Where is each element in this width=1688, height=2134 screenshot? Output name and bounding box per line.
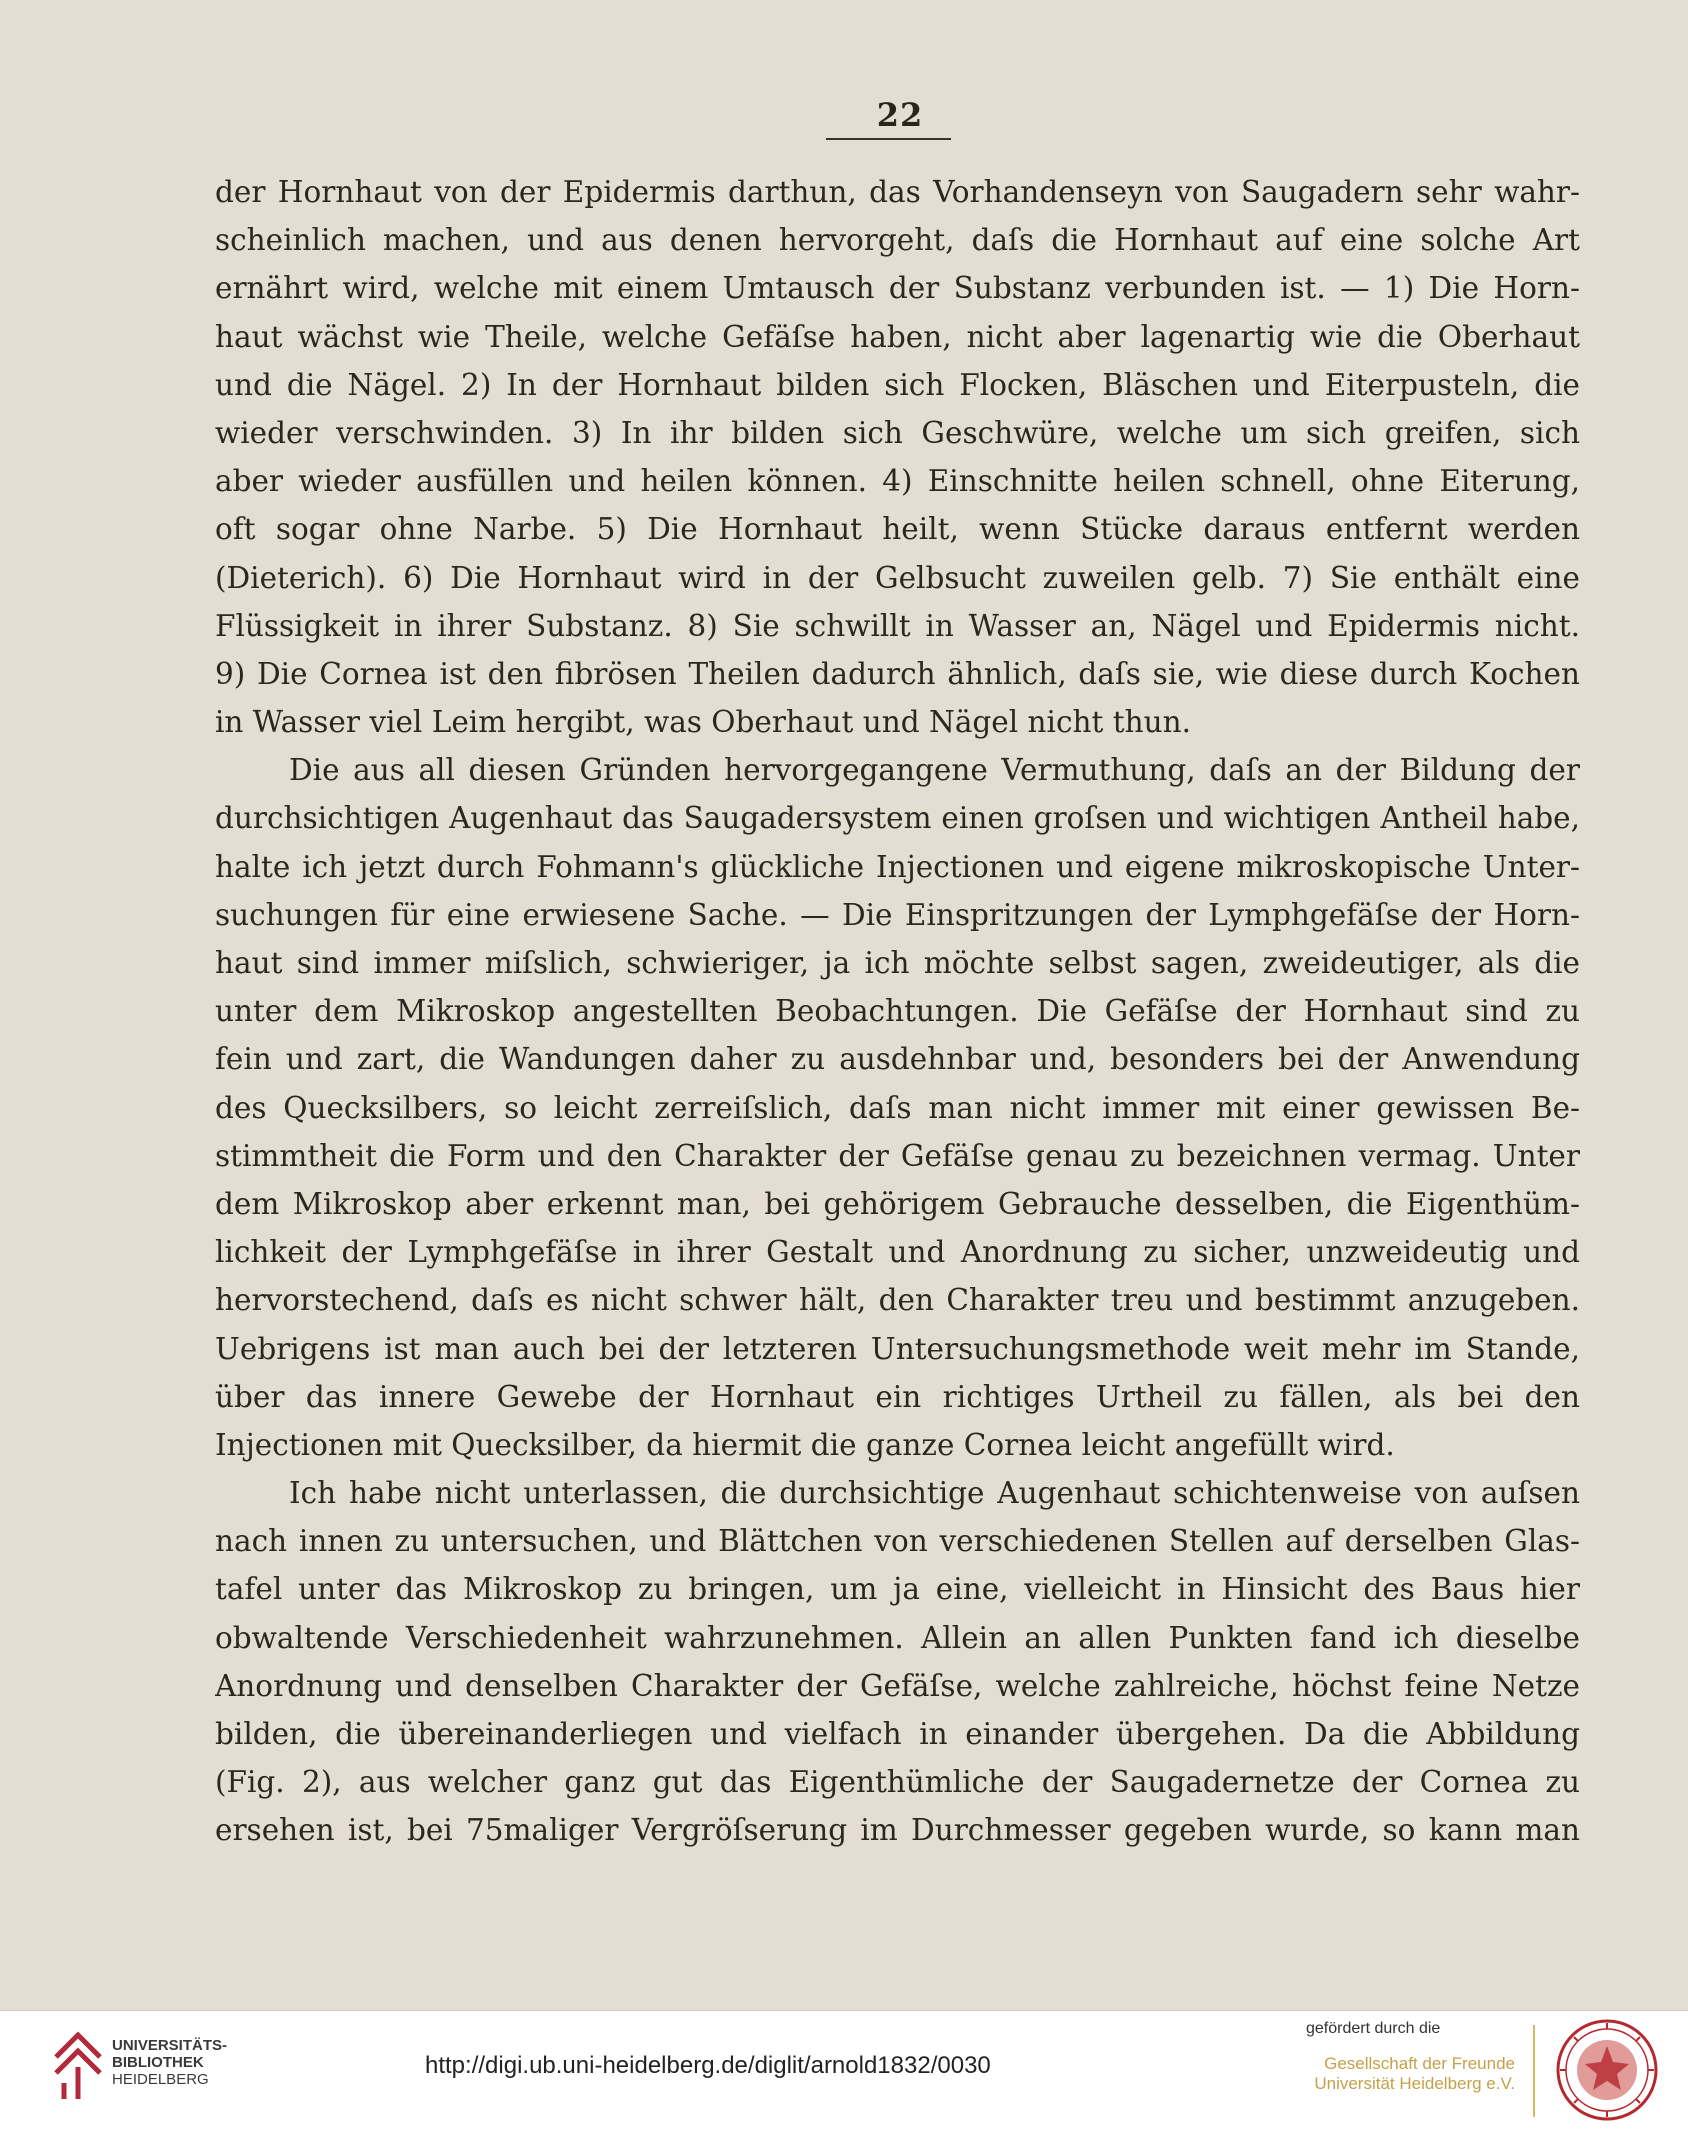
- text-line: aber wieder ausfüllen und heilen können. 4) Einschnitte heilen schnell, ohne Eiterung,: [215, 464, 1580, 499]
- text-line: der Hornhaut von der Epidermis darthun, das Vorhandenseyn von Saugadern sehr wahr-: [215, 175, 1580, 209]
- text-line: (Dieterich). 6) Die Hornhaut wird in der Gelbsucht zuweilen gelb. 7) Sie enthält eine: [215, 560, 1580, 595]
- library-name-line2: BIBLIOTHEK: [112, 2054, 204, 2071]
- text-line: haut sind immer miſslich, schwieriger, ja ich möchte selbst sagen, zweideutiger, als die: [215, 946, 1580, 980]
- text-line: ernährt wird, welche mit einem Umtausch der Substanz verbunden ist. — 1) Die Horn-: [215, 271, 1580, 306]
- text-line: tafel unter das Mikroskop zu bringen, um ja eine, vielleicht in Hinsicht des Baus hier: [215, 1572, 1580, 1607]
- text-line: dem Mikroskop aber erkennt man, bei gehörigem Gebrauche desselben, die Eigenthüm-: [215, 1186, 1580, 1221]
- body-text: [215, 168, 1580, 1855]
- text-line: in Wasser viel Leim hergibt, was Oberhaut und Nägel nicht thun.: [215, 705, 1191, 740]
- text-line: oft sogar ohne Narbe. 5) Die Hornhaut heilt, wenn Stücke daraus entfernt werden: [215, 512, 1580, 547]
- footer-divider: [1533, 2025, 1535, 2117]
- library-name-line1: UNIVERSITÄTS-: [112, 2037, 228, 2054]
- text-line: und die Nägel. 2) In der Hornhaut bilden sich Flocken, Bläschen und Eiterpusteln, die: [215, 367, 1580, 402]
- university-seal-icon: [1555, 2018, 1659, 2122]
- text-line: Injectionen mit Quecksilber, da hiermit die ganze Cornea leicht angefüllt wird.: [215, 1427, 1395, 1462]
- university-library-logo-text: [112, 2037, 232, 2088]
- page-number-rule: [826, 138, 951, 140]
- text-line: des Quecksilbers, so leicht zerreiſslich, daſs man nicht immer mit einer gewissen Be-: [215, 1090, 1580, 1125]
- text-line: (Fig. 2), aus welcher ganz gut das Eigenthümliche der Saugadernetze der Cornea zu: [215, 1765, 1580, 1800]
- text-line: hervorstechend, daſs es nicht schwer hält, den Charakter treu und bestimmt anzugeben.: [215, 1283, 1580, 1318]
- text-line: stimmtheit die Form und den Charakter der Gefäſse genau zu bezeichnen vermag. Unter: [215, 1138, 1580, 1173]
- text-line: bilden, die übereinanderliegen und vielfach in einander übergehen. Da die Abbildung: [215, 1717, 1580, 1751]
- text-line: 9) Die Cornea ist den fibrösen Theilen dadurch ähnlich, daſs sie, wie diese durch Kochen: [215, 656, 1580, 691]
- text-line: Anordnung und denselben Charakter der Gefäſse, welche zahlreiche, höchst feine Netze: [215, 1668, 1580, 1703]
- text-line: fein und zart, die Wandungen daher zu ausdehnbar und, besonders bei der Anwendung: [215, 1042, 1580, 1077]
- society-name: [1290, 2054, 1515, 2094]
- text-line: wieder verschwinden. 3) In ihr bilden sich Geschwüre, welche um sich greifen, sich: [215, 415, 1580, 450]
- text-line: Flüssigkeit in ihrer Substanz. 8) Sie schwillt in Wasser an, Nägel und Epidermis nicht.: [215, 608, 1580, 643]
- text-line: über das innere Gewebe der Hornhaut ein richtiges Urtheil zu fällen, als bei den: [215, 1379, 1580, 1414]
- text-line: nach innen zu untersuchen, und Blättchen von verschiedenen Stellen auf derselben Glas-: [215, 1524, 1580, 1559]
- page-number: 22: [876, 96, 924, 134]
- text-line: lichkeit der Lymphgefäſse in ihrer Gestalt und Anordnung zu sicher, unzweideutig und: [215, 1235, 1580, 1270]
- text-line: Uebrigens ist man auch bei der letzteren Untersuchungsmethode weit mehr im Stande,: [215, 1331, 1580, 1366]
- library-name-line3: HEIDELBERG: [112, 2071, 209, 2088]
- text-line: halte ich jetzt durch Fohmann's glückliche Injectionen und eigene mikroskopische Unter-: [215, 849, 1580, 884]
- text-line: durchsichtigen Augenhaut das Saugadersystem einen groſsen und wichtigen Antheil habe,: [215, 801, 1580, 836]
- permalink-url[interactable]: http://digi.ub.uni-heidelberg.de/diglit/arnold1832/0030: [425, 2052, 991, 2079]
- text-line: Ich habe nicht unterlassen, die durchsichtige Augenhaut schichtenweise von auſsen: [289, 1476, 1580, 1511]
- text-line: Die aus all diesen Gründen hervorgegangene Vermuthung, daſs an der Bildung der: [289, 753, 1580, 788]
- text-line: scheinlich machen, und aus denen hervorgeht, daſs die Hornhaut auf eine solche Art: [215, 223, 1580, 258]
- university-library-logo-icon: [50, 2023, 104, 2101]
- society-name-line1: Gesellschaft der Freunde: [1324, 2054, 1515, 2073]
- society-name-line2: Universität Heidelberg e.V.: [1314, 2074, 1515, 2093]
- text-line: haut wächst wie Theile, welche Gefäſse haben, nicht aber lagenartig wie die Oberhaut: [215, 319, 1580, 354]
- text-line: suchungen für eine erwiesene Sache. — Die Einspritzungen der Lymphgefäſse der Horn-: [215, 897, 1580, 932]
- text-line: obwaltende Verschiedenheit wahrzunehmen. Allein an allen Punkten fand ich dieselbe: [215, 1620, 1580, 1655]
- text-line: ersehen ist, bei 75maliger Vergröſserung im Durchmesser gegeben wurde, so kann man: [215, 1813, 1580, 1848]
- text-line: unter dem Mikroskop angestellten Beobachtungen. Die Gefäſse der Hornhaut sind zu: [215, 994, 1580, 1029]
- funded-by-label: gefördert durch die: [1306, 2020, 1441, 2037]
